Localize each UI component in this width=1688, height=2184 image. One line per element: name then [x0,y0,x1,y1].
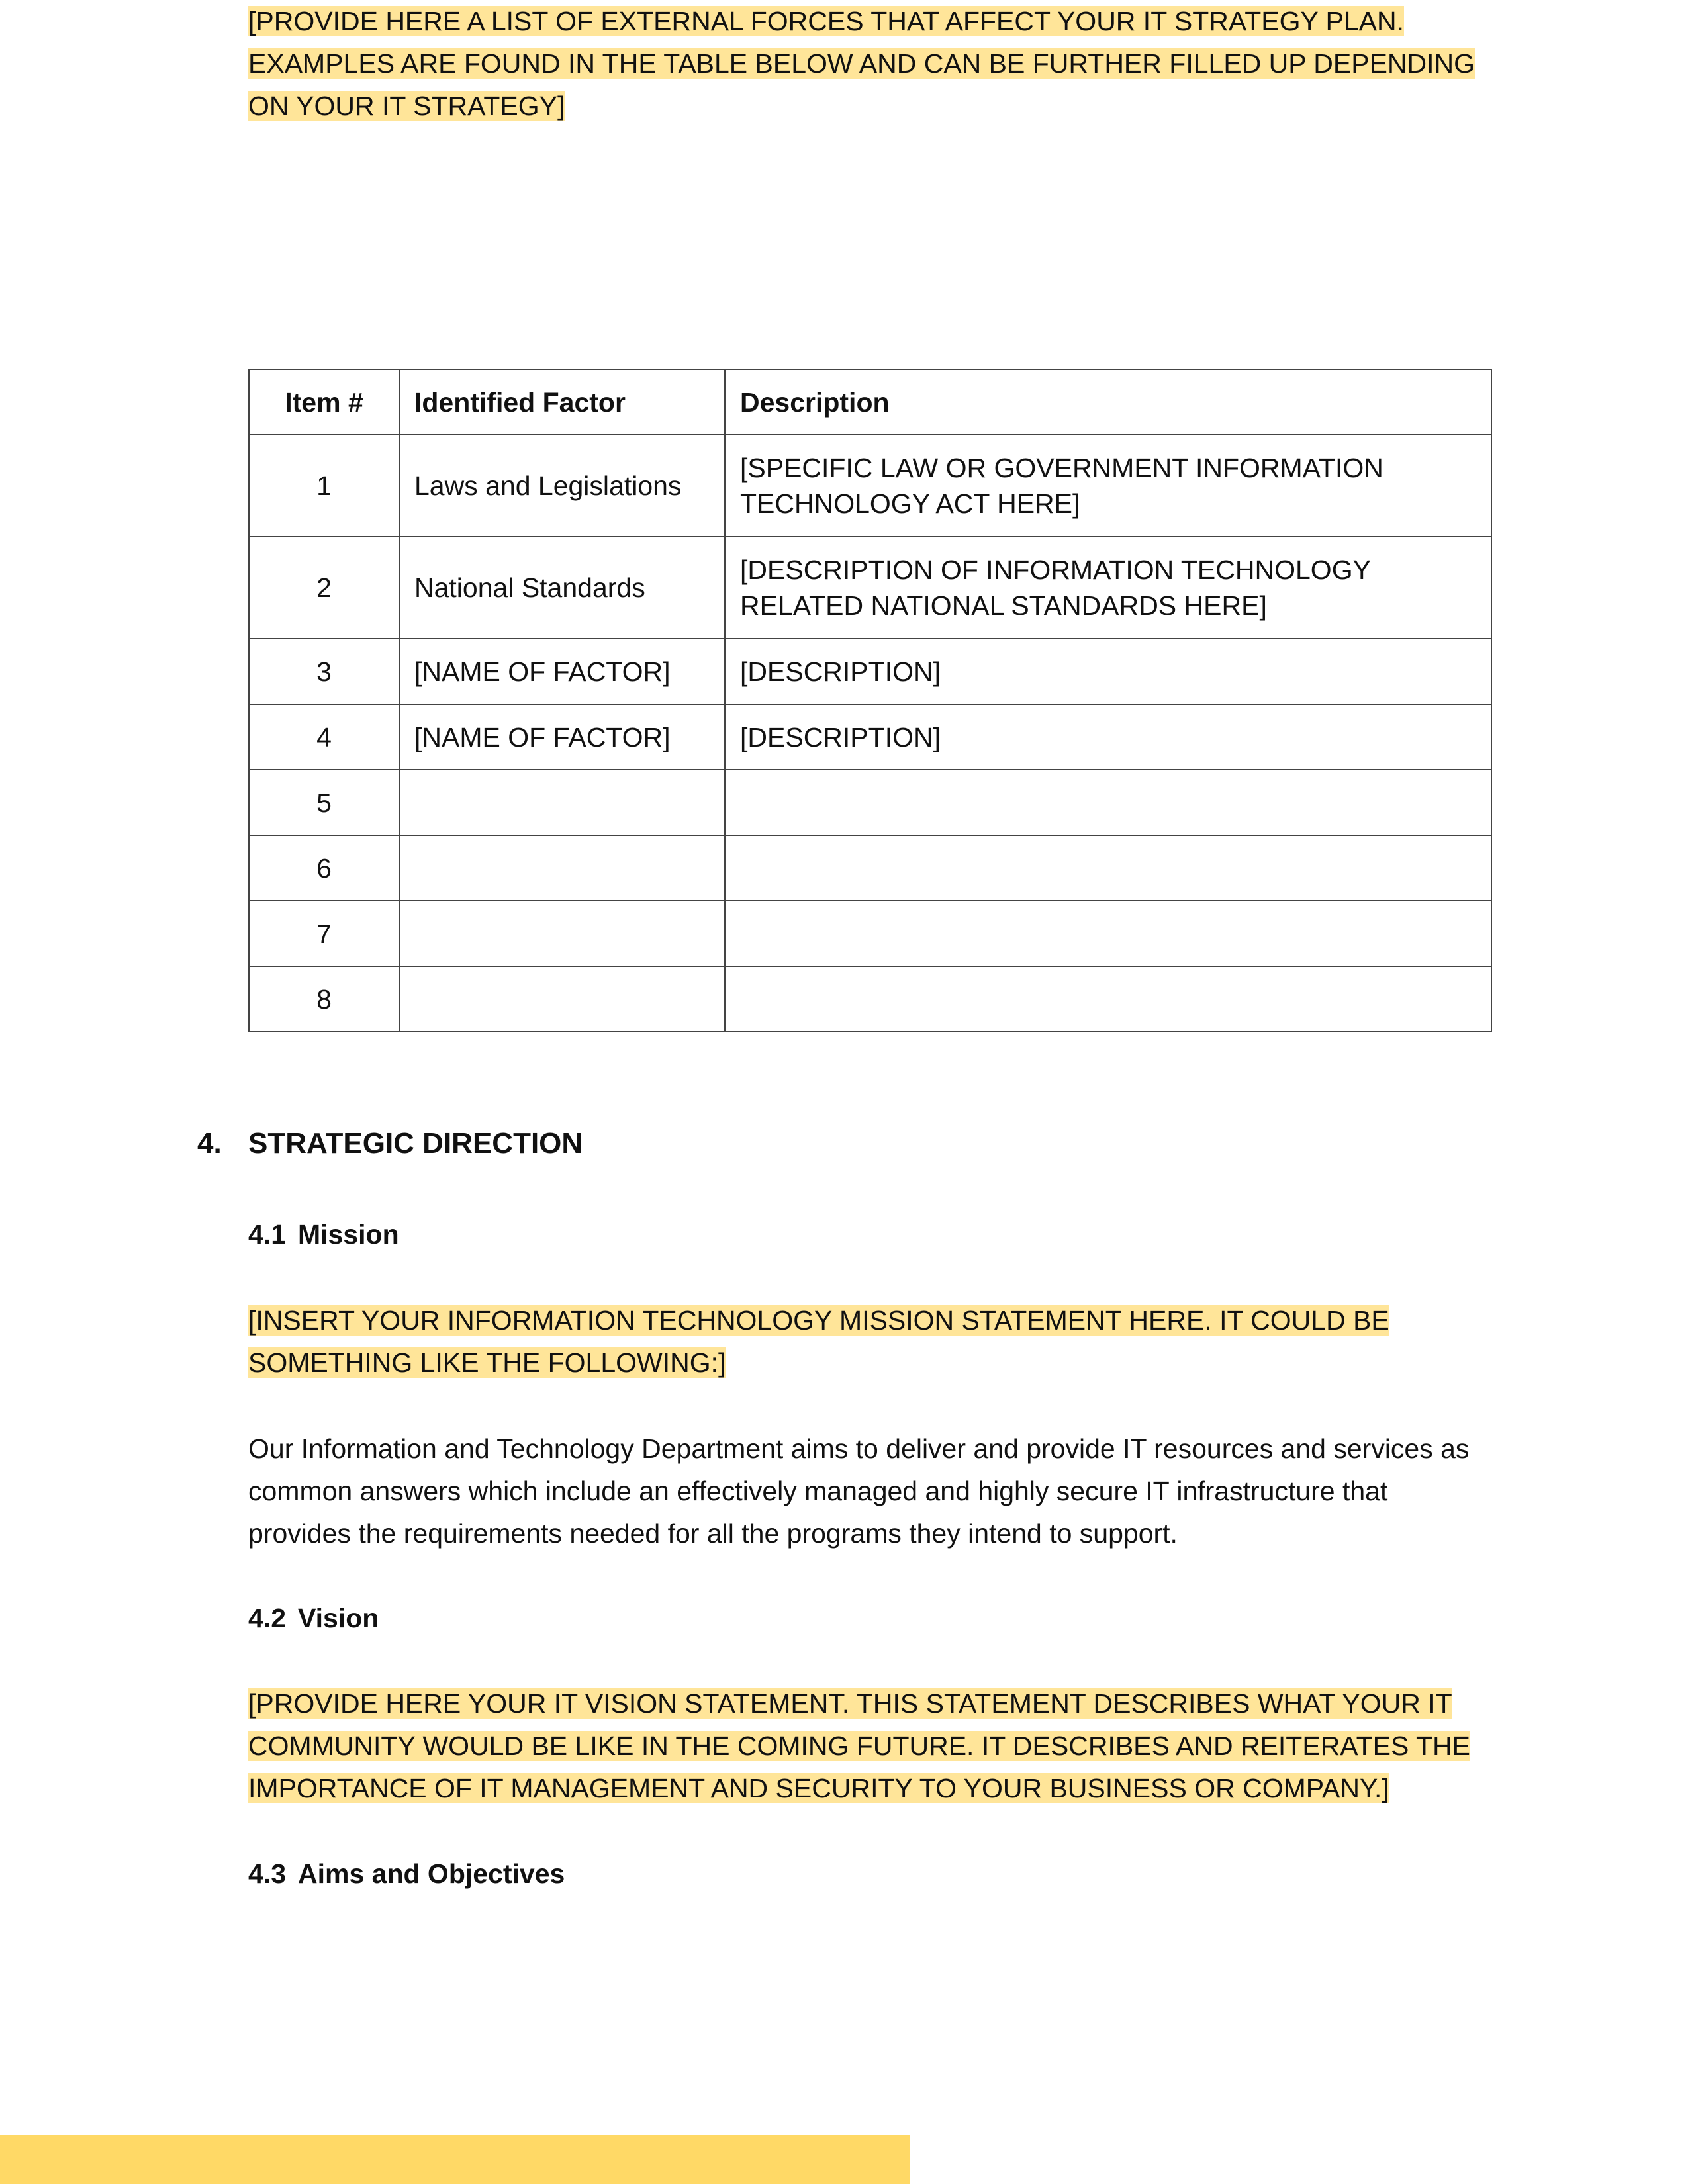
row-factor: [NAME OF FACTOR] [399,639,725,704]
section-heading-strategic-direction [197,1124,583,1163]
row-description: [DESCRIPTION OF INFORMATION TECHNOLOGY RELATED NATIONAL STANDARDS HERE] [725,537,1491,639]
row-description [725,770,1491,835]
row-description [725,835,1491,901]
subsection-number: 4.1 [248,1219,286,1250]
row-factor: National Standards [399,537,725,639]
row-factor [399,835,725,901]
row-factor [399,901,725,966]
intro-placeholder [248,0,1493,127]
subsection-title: Aims and Objectives [298,1858,565,1889]
vision-placeholder [248,1682,1493,1809]
table-row [249,639,1491,704]
mission-placeholder [248,1299,1493,1384]
vision-highlight: [PROVIDE HERE YOUR IT VISION STATEMENT. THIS STATEMENT DESCRIBES WHAT YOUR IT COMMUNITY WOULD BE LIKE IN THE COMING FUTURE. IT DESCRIBES AND REITERATES THE IMPORTANCE OF IT MANAGEMENT AND SECURITY TO YOUR BUSINESS OR COMPANY.] [248,1688,1471,1803]
external-factors-table [248,369,1492,1032]
row-description [725,966,1491,1032]
row-number: 3 [249,639,399,704]
subsection-title: Mission [298,1219,399,1250]
row-description: [DESCRIPTION] [725,639,1491,704]
table-row [249,537,1491,639]
mission-highlight: [INSERT YOUR INFORMATION TECHNOLOGY MISSION STATEMENT HERE. IT COULD BE SOMETHING LIKE THE FOLLOWING:] [248,1305,1389,1378]
row-factor [399,966,725,1032]
subsection-heading-vision [248,1598,379,1638]
intro-highlight: [PROVIDE HERE A LIST OF EXTERNAL FORCES THAT AFFECT YOUR IT STRATEGY PLAN. EXAMPLES ARE FOUND IN THE TABLE BELOW AND CAN BE FURTHER FILLED UP DEPENDING ON YOUR IT STRATEGY] [248,6,1476,121]
row-number: 2 [249,537,399,639]
subsection-number: 4.2 [248,1603,286,1633]
row-number: 8 [249,966,399,1032]
row-factor [399,770,725,835]
row-description [725,901,1491,966]
header-description: Description [725,369,1491,435]
row-number: 7 [249,901,399,966]
table-row [249,901,1491,966]
subsection-heading-aims-objectives [248,1854,565,1893]
section-title: STRATEGIC DIRECTION [248,1127,583,1160]
header-identified-factor: Identified Factor [399,369,725,435]
row-description: [DESCRIPTION] [725,704,1491,770]
row-description: [SPECIFIC LAW OR GOVERNMENT INFORMATION TECHNOLOGY ACT HERE] [725,435,1491,537]
table-header-row [249,369,1491,435]
row-factor: [NAME OF FACTOR] [399,704,725,770]
row-number: 4 [249,704,399,770]
table-row [249,835,1491,901]
row-number: 6 [249,835,399,901]
table-row [249,435,1491,537]
subsection-number: 4.3 [248,1858,286,1889]
section-number: 4. [197,1127,222,1160]
subsection-heading-mission [248,1214,399,1254]
table-row [249,966,1491,1032]
table-row [249,770,1491,835]
mission-statement: Our Information and Technology Department aims to deliver and provide IT resources and services as common answers which include an effectively managed and highly secure IT infrastructure that provides the requirements needed for all the programs they intend to support. [248,1433,1470,1549]
subsection-title: Vision [298,1603,379,1633]
footer-accent-bar [0,2135,910,2184]
row-factor: Laws and Legislations [399,435,725,537]
table-row [249,704,1491,770]
row-number: 5 [249,770,399,835]
row-number: 1 [249,435,399,537]
header-item-number: Item # [249,369,399,435]
